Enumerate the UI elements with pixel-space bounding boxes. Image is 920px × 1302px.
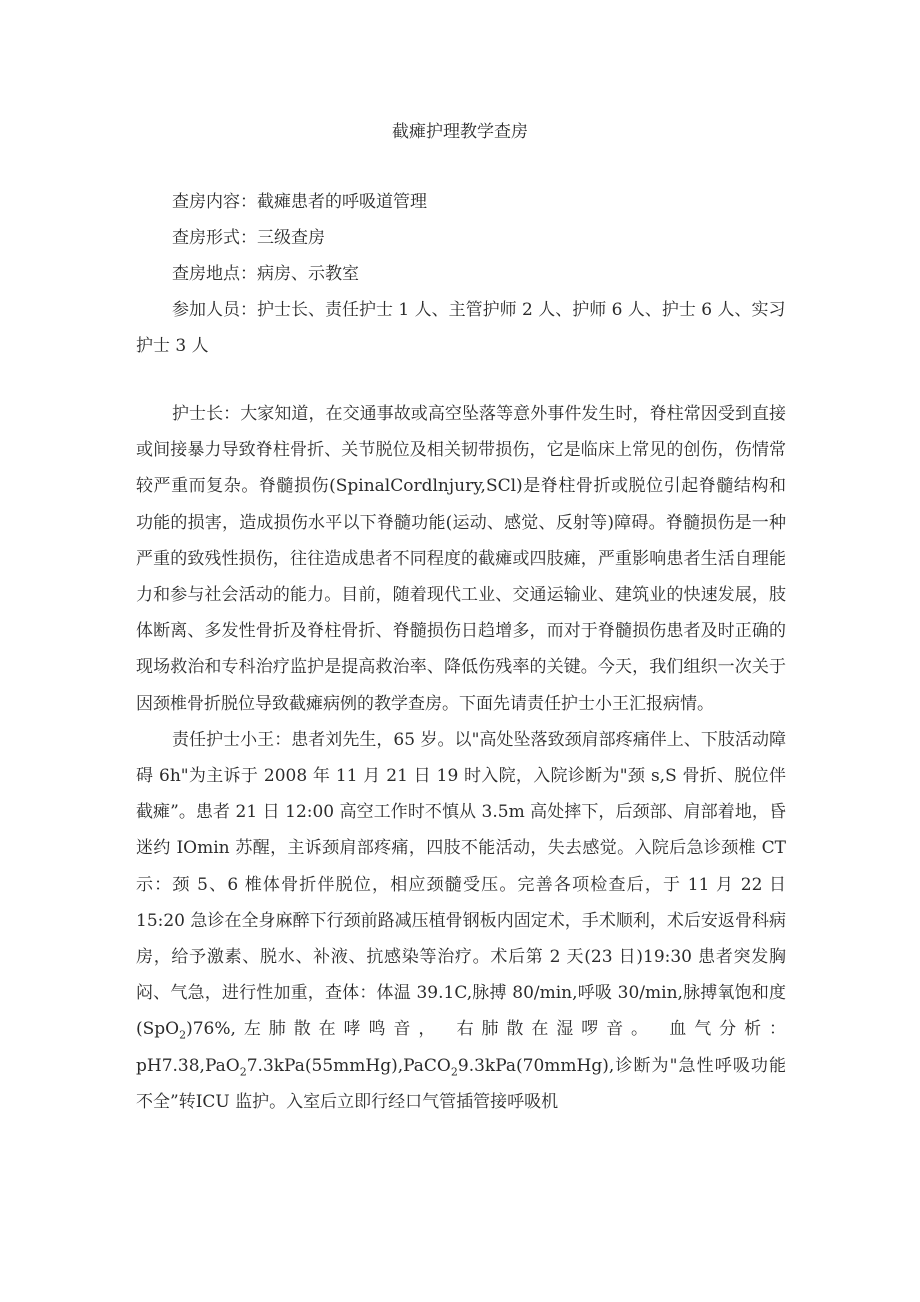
meta-participants: 参加人员：护士长、责任护士 1 人、主管护师 2 人、护师 6 人、护士 6 人、实习护士 3 人 (136, 300, 786, 356)
case-sub-2: 2 (239, 1065, 247, 1079)
case-sub-3: 2 (450, 1065, 458, 1079)
meta-form: 查房形式：三级查房 (172, 228, 325, 248)
page-title: 截瘫护理教学查房 (392, 122, 528, 142)
case-text-a: 责任护士小王：患者刘先生，65 岁。以"高处坠落致颈肩部疼痛伴上、下肢活动障碍 6h"为主诉于 2008 年 11 月 21 日 19 时入院，入院诊断为"颈 s,S 骨折、脱位伴截瘫”。患者 21 日 12:00 高空工作时不慎从 3.5m 高处摔下，后颈部、肩部着地，昏迷约 IOmin 苏醒，主诉颈肩部疼痛，四肢不能活动，失去感觉。入院后急诊颈椎 CT 示：颈 5、6 椎体骨折伴脱位，相应颈髓受压。完善各项检查后，于 11 月 22 日 15:20 急诊在全身麻醉下行颈前路减压植骨钢板内固定术，手术顺利，术后安返骨科病房，给予激素、脱水、补液、抗感染等治疗。术后第 2 天(23 日)19:30 患者突发胸闷、气急，进行性加重，查体：体温 39.1C,脉搏 80∕min,呼吸 30/min,脉搏氧饱和度(SpO (136, 729, 786, 1040)
paragraph-case-report (136, 722, 786, 1120)
body-section (136, 396, 786, 1120)
meta-content: 查房内容：截瘫患者的呼吸道管理 (172, 192, 427, 212)
meta-section (136, 184, 786, 364)
case-text-b: )76%,左肺散在哮鸣音， 右肺散在湿啰音。 血气分析：pH7.38,PaO (136, 1019, 786, 1076)
case-sub-1: 2 (179, 1028, 187, 1042)
paragraph-head-nurse: 护士长：大家知道，在交通事故或高空坠落等意外事件发生时，脊柱常因受到直接或间接暴力导致脊柱骨折、关节脱位及相关韧带损伤，它是临床上常见的创伤，伤情常较严重而复杂。脊髓损伤(SpinalCordlnjury,SCl)是脊柱骨折或脱位引起脊髓结构和功能的损害，造成损伤水平以下脊髓功能(运动、感觉、反射等)障碍。脊髓损伤是一种严重的致残性损伤，往往造成患者不同程度的截瘫或四肢瘫，严重影响患者生活自理能力和参与社会活动的能力。目前，随着现代工业、交通运输业、建筑业的快速发展，肢体断离、多发性骨折及脊柱骨折、脊髓损伤日趋增多，而对于脊髓损伤患者及时正确的现场救治和专科治疗监护是提高救治率、降低伤残率的关键。今天，我们组织一次关于因颈椎骨折脱位导致截瘫病例的教学查房。下面先请责任护士小王汇报病情。 (136, 404, 786, 714)
case-text-d: 9.3kPa(70mmHg),诊断为"急性呼吸功能不全”转ICU 监护。入室后立即行经口气管插管接呼吸机 (136, 1055, 786, 1112)
meta-location: 查房地点：病房、示教室 (172, 264, 359, 284)
case-text-c: 7.3kPa(55mmHg),PaCO (246, 1055, 451, 1076)
